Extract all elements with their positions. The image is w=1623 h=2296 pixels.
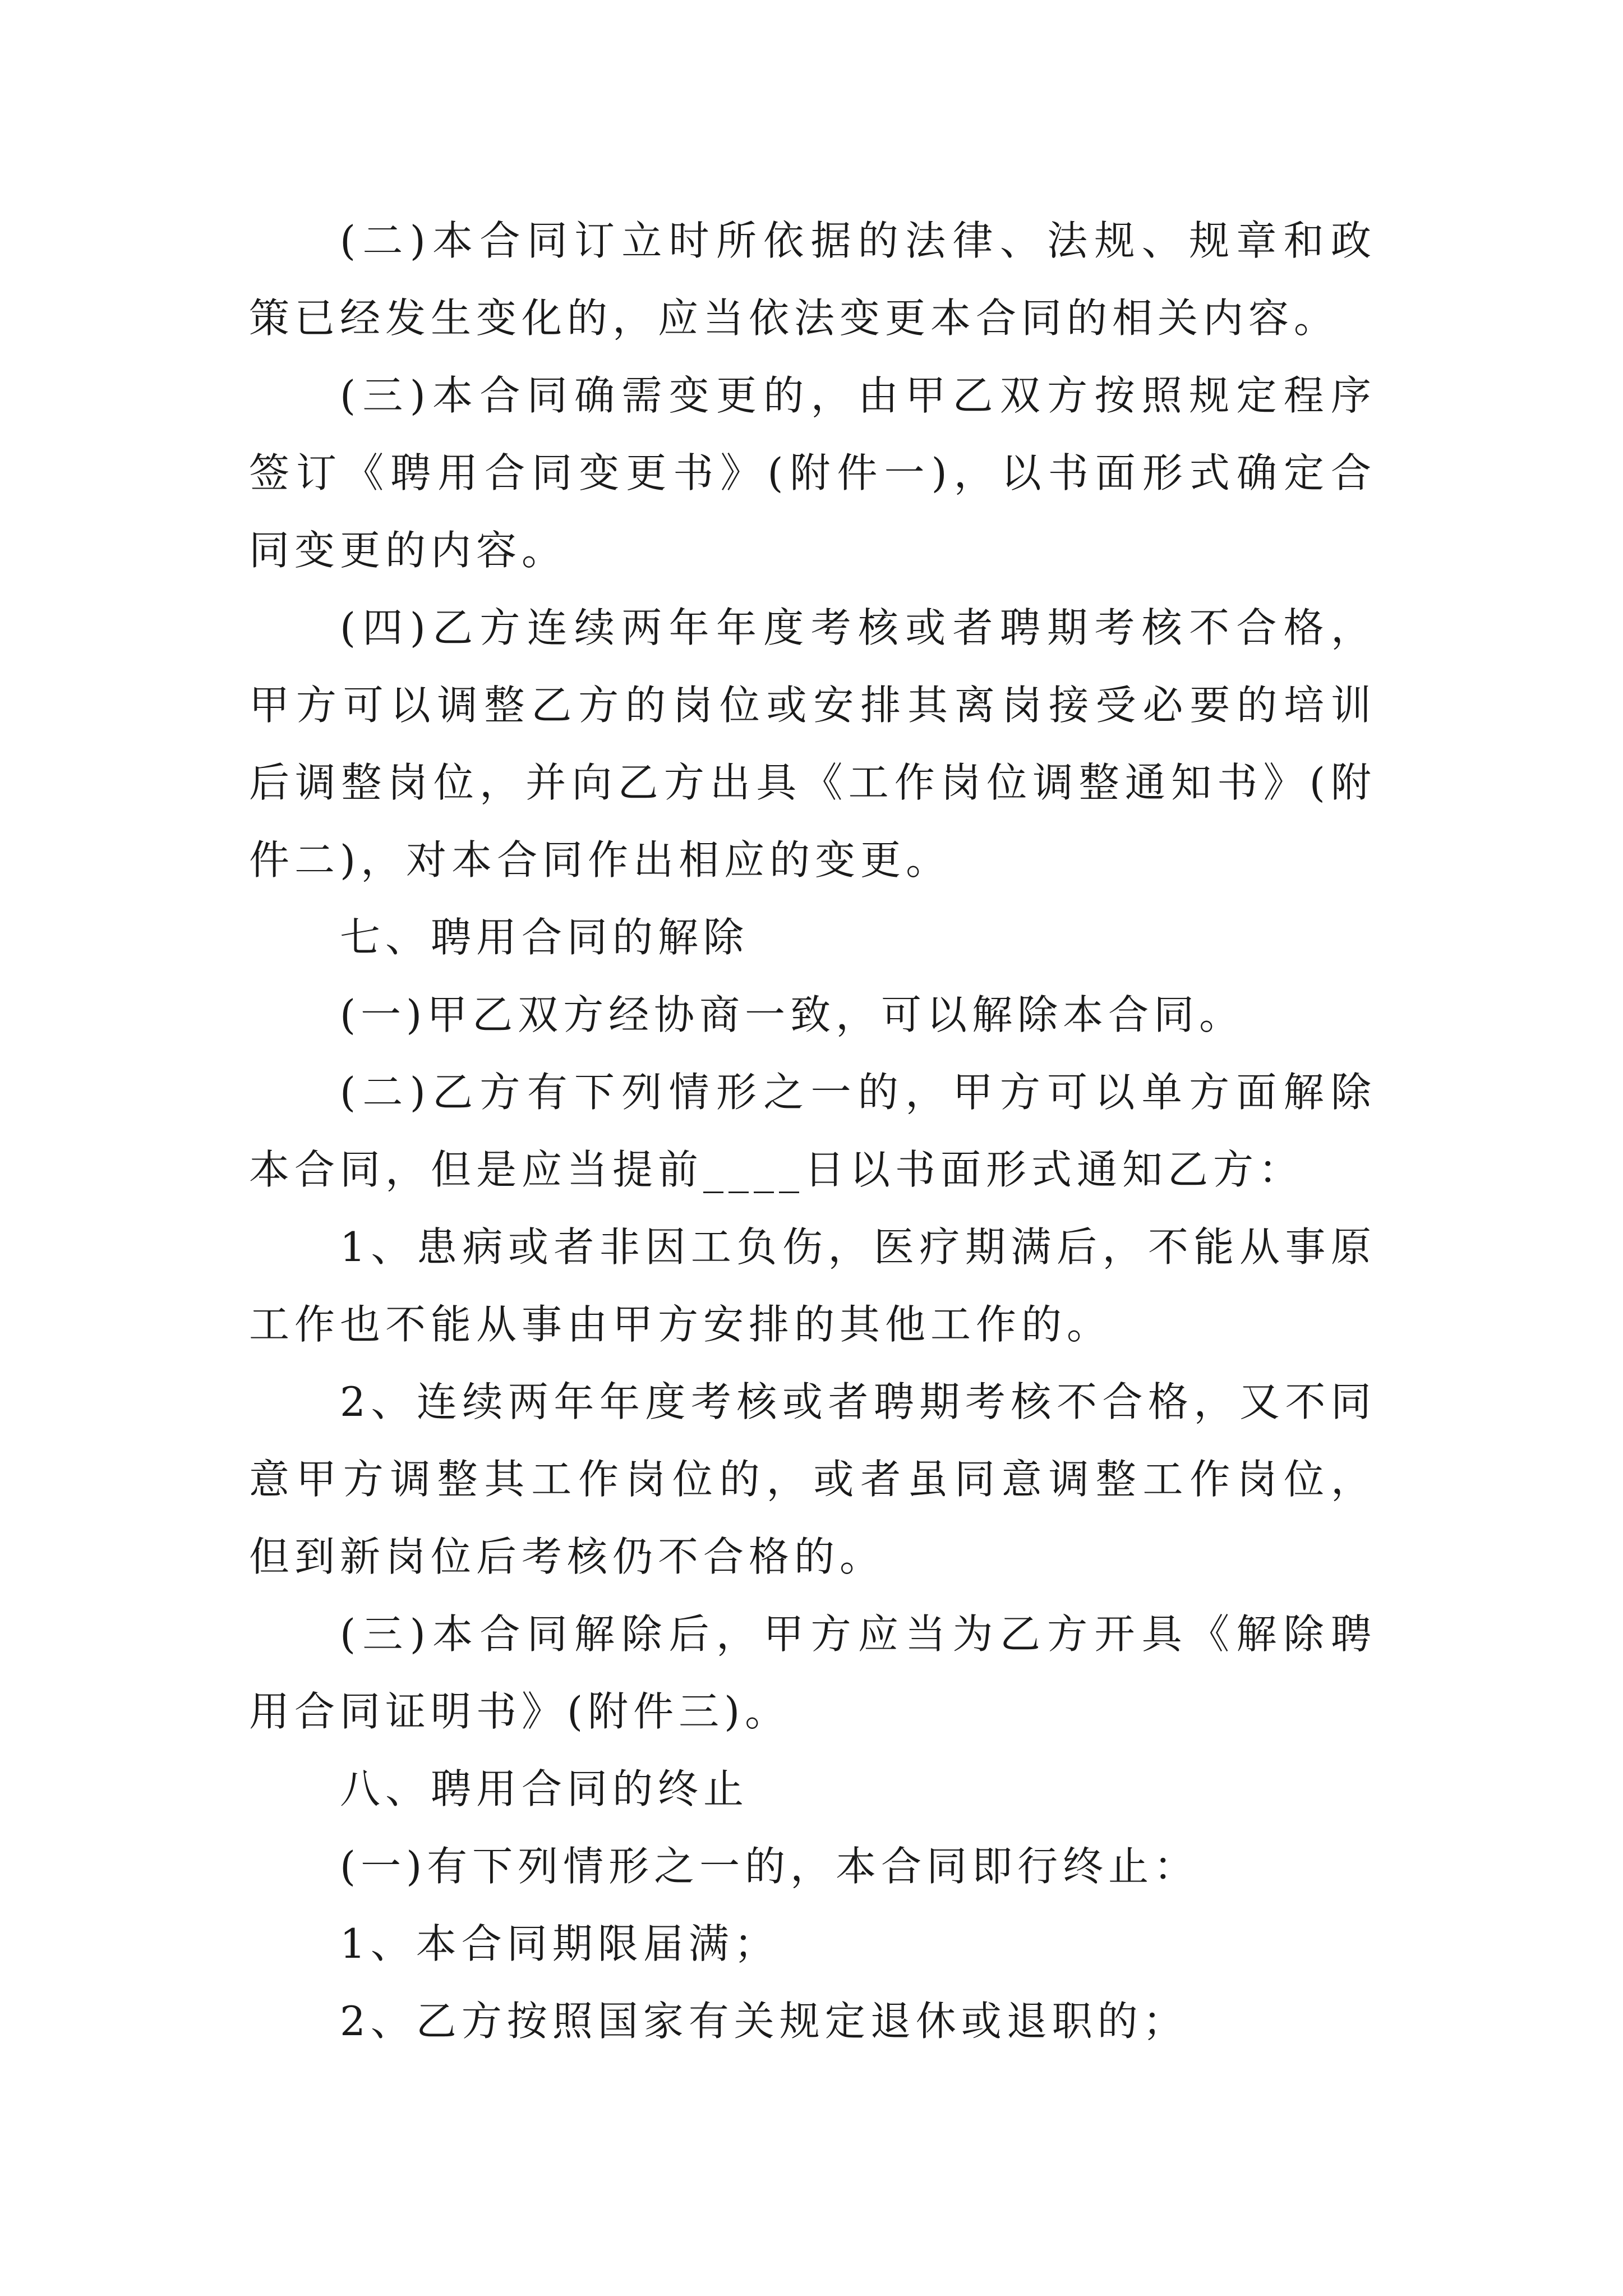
document-body <box>249 202 1376 2060</box>
paragraph-article6-item4: (四)乙方连续两年年度考核或者聘期考核不合格，甲方可以调整乙方的岗位或安排其离岗接受必要的培训后调整岗位，并向乙方出具《工作岗位调整通知书》(附件二)，对本合同作出相应的变更。 <box>249 604 1376 884</box>
paragraph-article8-item1: (一)有下列情形之一的，本合同即行终止： <box>340 1843 1200 1890</box>
paragraph-article7-item2-case2: 2、连续两年年度考核或者聘期考核不合格，又不同意甲方调整其工作岗位的，或者虽同意调整工作岗位，但到新岗位后考核仍不合格的。 <box>249 1378 1376 1580</box>
paragraph-article7-item1: (一)甲乙双方经协商一致，可以解除本合同。 <box>340 991 1245 1038</box>
paragraph-article6-item2: (二)本合同订立时所依据的法律、法规、规章和政策已经发生变化的，应当依法变更本合同的相关内容。 <box>249 217 1376 342</box>
paragraph-article7-item2-case1: 1、患病或者非因工负伤，医疗期满后，不能从事原工作也不能从事由甲方安排的其他工作的。 <box>249 1223 1376 1348</box>
paragraph-article8-item1-case2: 2、乙方按照国家有关规定退休或退职的； <box>340 1998 1188 2045</box>
section-heading-article8: 八、聘用合同的终止 <box>340 1765 749 1812</box>
paragraph-article7-item2: (二)乙方有下列情形之一的，甲方可以单方面解除本合同，但是应当提前____日以书面形式通知乙方： <box>249 1069 1376 1193</box>
paragraph-article7-item3: (三)本合同解除后，甲方应当为乙方开具《解除聘用合同证明书》(附件三)。 <box>249 1611 1376 1735</box>
paragraph-article6-item3: (三)本合同确需变更的，由甲乙双方按照规定程序签订《聘用合同变更书》(附件一)，以书面形式确定合同变更的内容。 <box>249 372 1376 574</box>
section-heading-article7: 七、聘用合同的解除 <box>340 914 749 961</box>
paragraph-article8-item1-case1: 1、本合同期限届满； <box>340 1920 780 1967</box>
